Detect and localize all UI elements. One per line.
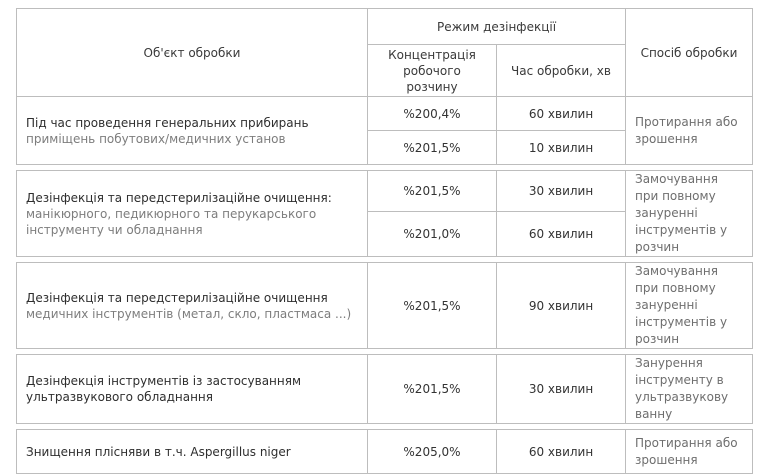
concentration-cell: %200,4% — [368, 97, 497, 131]
header-concentration: Концентрація робочого розчину — [368, 45, 497, 97]
time-cell: 30 хвилин — [497, 355, 626, 424]
method-cell: Протирання або зрошення — [626, 97, 753, 165]
object-strong: Дезінфекція та передстерилізаційне очищення: — [26, 190, 332, 205]
table-row — [17, 430, 753, 474]
method-cell: Протирання або зрошення — [626, 430, 753, 474]
method-cell: Замочування при повному зануренні інструментів у розчин — [626, 263, 753, 349]
object-strong: Дезінфекція інструментів із застосуванням ультразвукового обладнання — [26, 374, 302, 404]
time-cell: 60 хвилин — [497, 430, 626, 474]
disinfection-table-wrap — [16, 8, 753, 474]
object-cell — [17, 355, 368, 424]
concentration-cell: %205,0% — [368, 430, 497, 474]
object-strong: Під час проведення генеральних прибирань — [26, 115, 309, 130]
object-cell — [17, 97, 368, 165]
time-cell: 60 хвилин — [497, 97, 626, 131]
table-row — [17, 171, 753, 212]
table-row — [17, 263, 753, 349]
time-cell: 30 хвилин — [497, 171, 626, 212]
concentration-cell: %201,5% — [368, 263, 497, 349]
table-row — [17, 97, 753, 131]
method-cell: Занурення інструменту в ультразвукову ванну — [626, 355, 753, 424]
object-rest: манікюрного, педикюрного та перукарського інструменту чи обладнання — [26, 206, 317, 237]
method-cell: Замочування при повному зануренні інструментів у розчин — [626, 171, 753, 257]
object-cell — [17, 430, 368, 474]
table-row — [17, 355, 753, 424]
concentration-cell: %201,5% — [368, 131, 497, 165]
object-strong: Дезінфекція та передстерилізаційне очищення — [26, 290, 328, 305]
time-cell: 10 хвилин — [497, 131, 626, 165]
header-time: Час обробки, хв — [497, 45, 626, 97]
object-rest: медичних інструментів (метал, скло, пластмаса ...) — [26, 306, 352, 321]
object-strong: Знищення плісняви в т.ч. Aspergillus niger — [26, 444, 291, 459]
concentration-cell: %201,0% — [368, 211, 497, 256]
time-cell: 90 хвилин — [497, 263, 626, 349]
header-row-1 — [17, 9, 753, 45]
concentration-cell: %201,5% — [368, 171, 497, 212]
object-cell — [17, 263, 368, 349]
object-rest: приміщень побутових/медичних установ — [26, 131, 286, 146]
object-cell — [17, 171, 368, 257]
concentration-cell: %201,5% — [368, 355, 497, 424]
disinfection-table — [16, 8, 753, 474]
header-method: Спосіб обробки — [626, 9, 753, 97]
time-cell: 60 хвилин — [497, 211, 626, 256]
header-object: Об'єкт обробки — [17, 9, 368, 97]
header-mode: Режим дезінфекції — [368, 9, 626, 45]
